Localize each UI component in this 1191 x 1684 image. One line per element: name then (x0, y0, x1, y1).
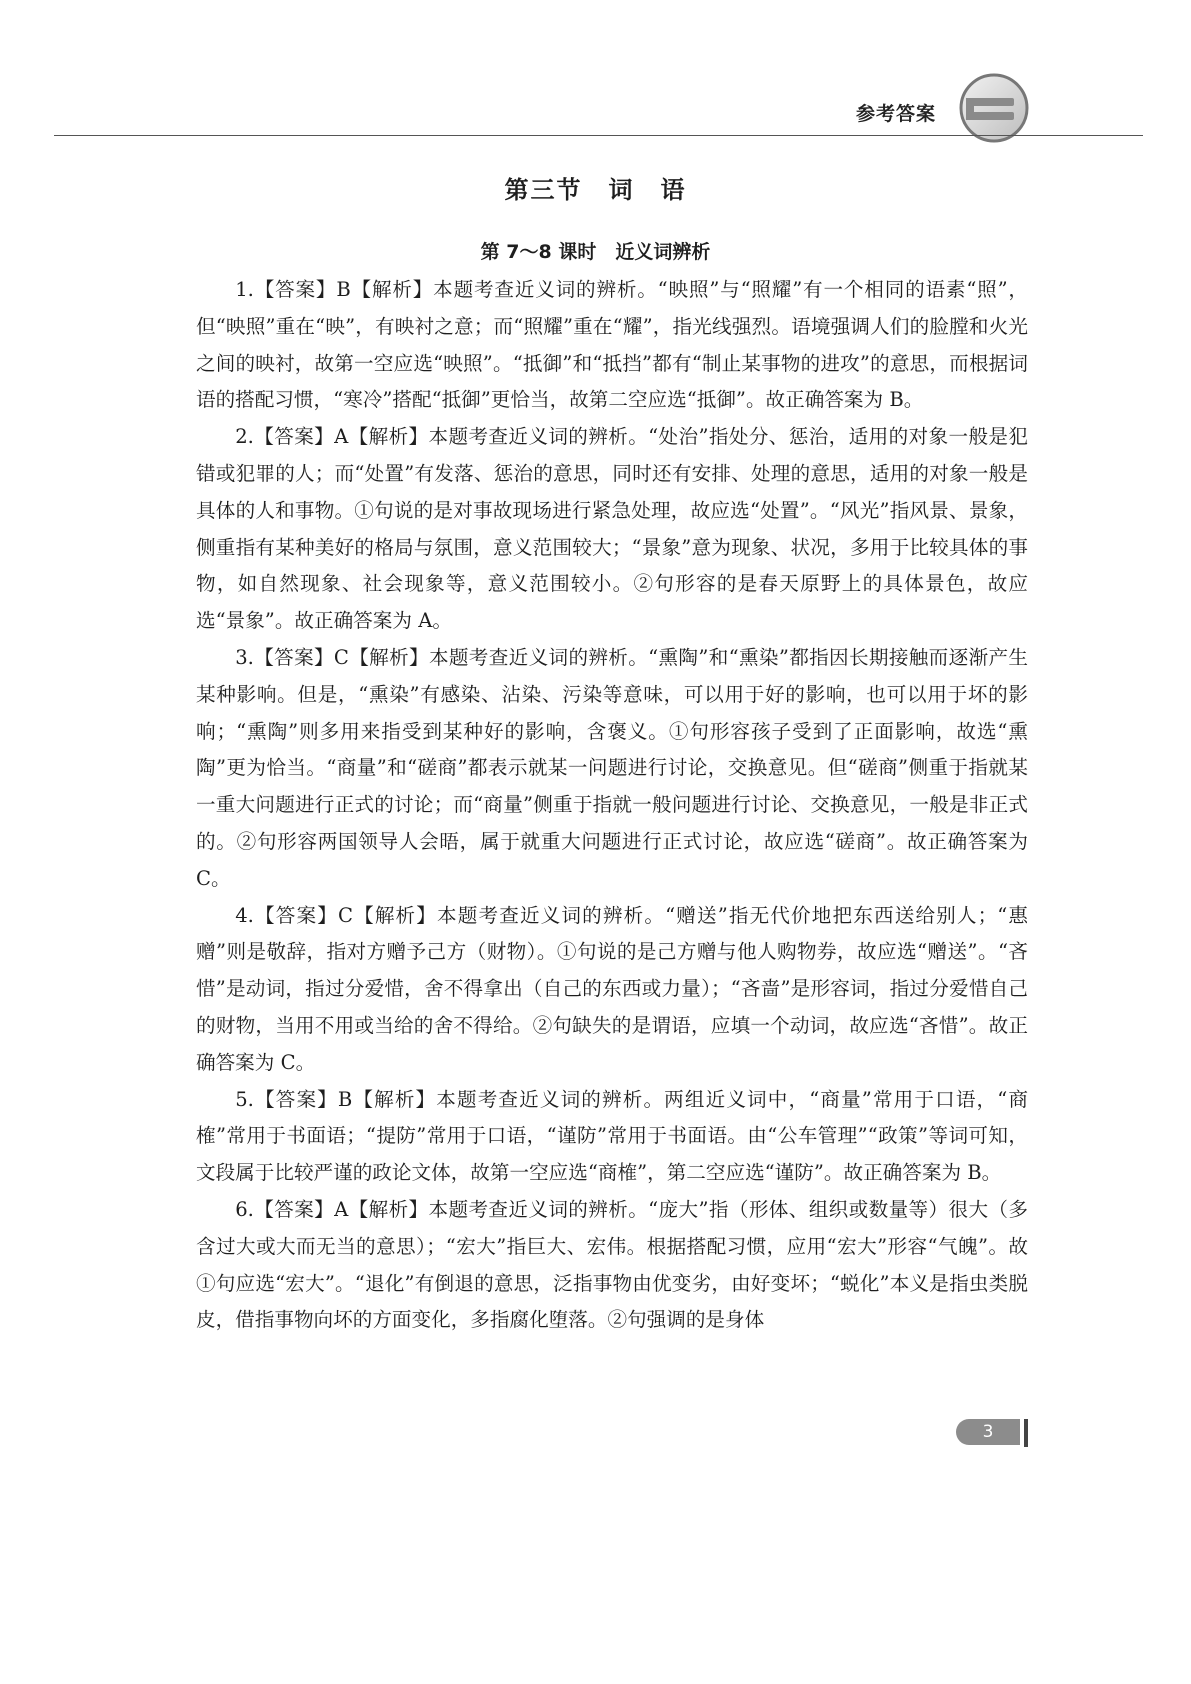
answer-paragraph-5: 5.【答案】B【解析】本题考查近义词的辨析。两组近义词中，“商量”常用于口语，“商榷”常用于书面语；“提防”常用于口语，“谨防”常用于书面语。由“公车管理”“政策”等词可知，文段属于比较严谨的政论文体，故第一空应选“商榷”，第二空应选“谨防”。故正确答案为 B。 (196, 1087, 1028, 1185)
page-number: 3 (982, 1422, 994, 1442)
lesson-title: 第 7～8 课时 近义词辨析 (480, 241, 711, 263)
running-header-label: 参考答案 (856, 103, 937, 125)
answer-body (196, 272, 1028, 1339)
section-title: 第三节 词 语 (504, 175, 687, 204)
answer-paragraph-2: 2.【答案】A【解析】本题考查近义词的辨析。“处治”指处分、惩治，适用的对象一般是犯错或犯罪的人；而“处置”有发落、惩治的意思，同时还有安排、处理的意思，适用的对象一般是具体的人和事物。①句说的是对事故现场进行紧急处理，故应选“处置”。“风光”指风景、景象，侧重指有某种美好的格局与氛围，意义范围较大；“景象”意为现象、状况，多用于比较具体的事物，如自然现象、社会现象等，意义范围较小。②句形容的是春天原野上的具体景色，故应选“景象”。故正确答案为 A。 (196, 425, 1028, 633)
page-number-badge (956, 1419, 1032, 1445)
page-number-bar (1024, 1419, 1028, 1447)
answer-paragraph-1: 1.【答案】B【解析】本题考查近义词的辨析。“映照”与“照耀”有一个相同的语素“照”，但“映照”重在“映”，有映衬之意；而“照耀”重在“耀”，指光线强烈。语境强调人们的脸膛和火光之间的映衬，故第一空应选“映照”。“抵御”和“抵挡”都有“制止某事物的进攻”的意思，而根据词语的搭配习惯，“寒冷”搭配“抵御”更恰当，故第二空应选“抵御”。故正确答案为 B。 (196, 278, 1028, 412)
header-divider (54, 135, 1143, 136)
answer-paragraph-4: 4.【答案】C【解析】本题考查近义词的辨析。“赠送”指无代价地把东西送给别人；“惠赠”则是敬辞，指对方赠予己方（财物）。①句说的是己方赠与他人购物券，故应选“赠送”。“吝惜”是动词，指过分爱惜，舍不得拿出（自己的东西或力量）；“吝啬”是形容词，指过分爱惜自己的财物，当用不用或当给的舍不得给。②句缺失的是谓语，应填一个动词，故应选“吝惜”。故正确答案为 C。 (196, 903, 1028, 1074)
answer-paragraph-6: 6.【答案】A【解析】本题考查近义词的辨析。“庞大”指（形体、组织或数量等）很大（多含过大或大而无当的意思）；“宏大”指巨大、宏伟。根据搭配习惯，应用“宏大”形容“气魄”。故①句应选“宏大”。“退化”有倒退的意思，泛指事物由优变劣，由好变坏；“蜕化”本义是指虫类脱皮，借指事物向坏的方面变化，多指腐化堕落。②句强调的是身体 (196, 1197, 1028, 1332)
chapter-mark-icon (958, 68, 1038, 148)
answer-paragraph-3: 3.【答案】C【解析】本题考查近义词的辨析。“熏陶”和“熏染”都指因长期接触而逐渐产生某种影响。但是，“熏染”有感染、沾染、污染等意味，可以用于好的影响，也可以用于坏的影响；“熏陶”则多用来指受到某种好的影响，含褒义。①句形容孩子受到了正面影响，故选“熏陶”更为恰当。“商量”和“磋商”都表示就某一问题进行讨论，交换意见。但“磋商”侧重于指就某一重大问题进行正式的讨论；而“商量”侧重于指就一般问题进行讨论、交换意见，一般是非正式的。②句形容两国领导人会晤，属于就重大问题进行正式讨论，故应选“磋商”。故正确答案为 C。 (196, 645, 1028, 890)
